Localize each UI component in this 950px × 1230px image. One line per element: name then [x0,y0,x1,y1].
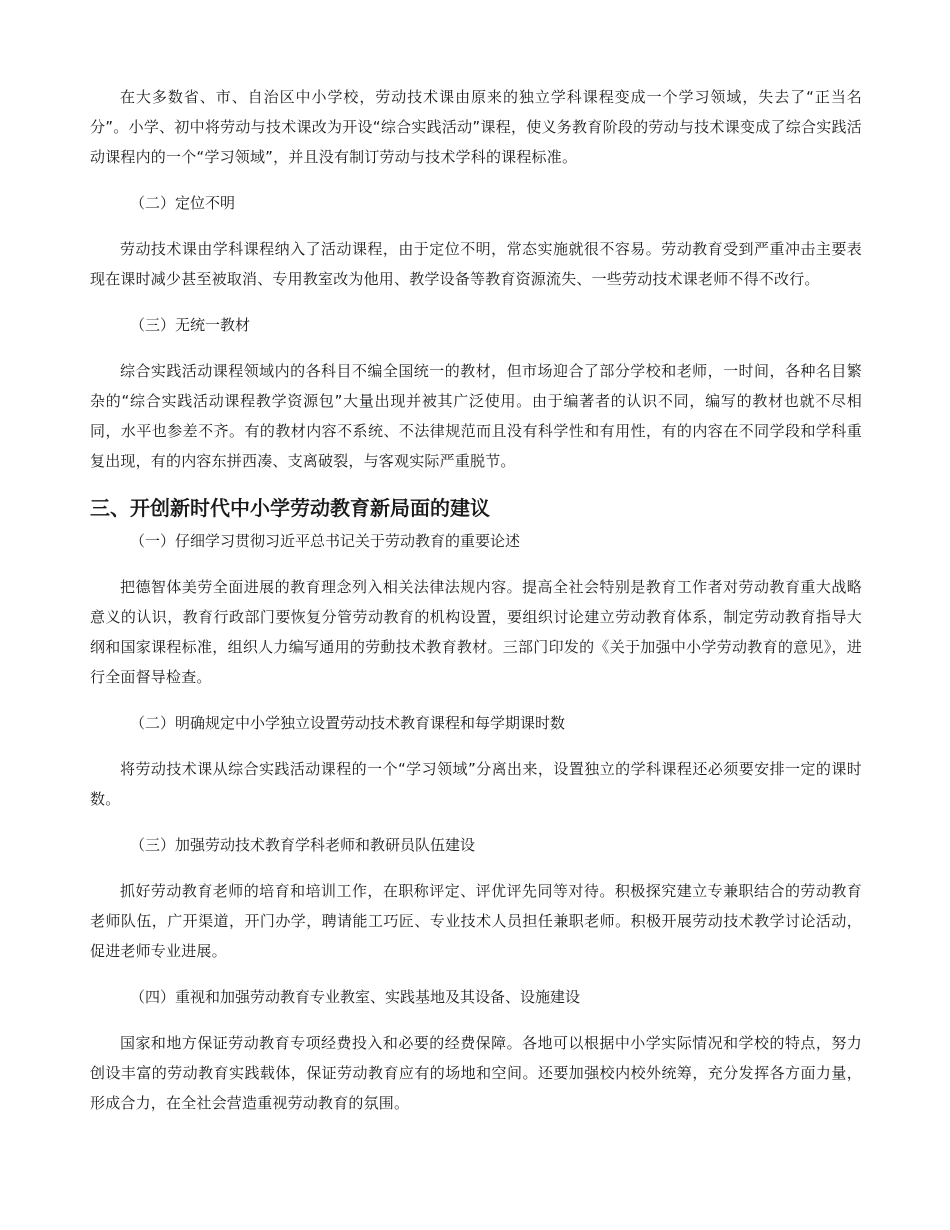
section-heading-suggestions: 三、开创新时代中小学劳动教育新局面的建议 [90,496,490,520]
paragraph-teacher-team: 抓好劳动教育老师的培育和培训工作，在职称评定、评优评先同等对待。积极探究建立专兼职结合的劳动教育老师队伍，广开渠道，开门办学，聘请能工巧匠、专业技术人员担任兼职老师。积极开展劳动技术教学讨论活动，促进老师专业进展。 [90,882,862,960]
paragraph-independent-course: 将劳动技术课从综合实践活动课程的一个“学习领域”分离出来，设置独立的学科课程还必须要安排一定的课时数。 [90,760,862,808]
subheading-study-xi-remarks: （一）仔细学习贯彻习近平总书记关于劳动教育的重要论述 [130,532,521,550]
subheading-unclear-positioning: （二）定位不明 [130,194,236,212]
paragraph-unclear-positioning: 劳动技术课由学科课程纳入了活动课程，由于定位不明，常态实施就很不容易。劳动教育受到严重冲击主要表现在课时减少甚至被取消、专用教室改为他用、教学设备等教育资源流失、一些劳动技术课老师不得不改行。 [90,240,862,288]
paragraph-study-xi-remarks: 把德智体美劳全面进展的教育理念列入相关法律法规内容。提高全社会特别是教育工作者对劳动教育重大战略意义的认识，教育行政部门要恢复分管劳动教育的机构设置，要组织讨论建立劳动教育体系，制定劳动教育指导大纲和国家课程标准，组织人力编写通用的劳動技术教育教材。三部门印发的《关于加强中小学劳动教育的意见》，进行全面督导检查。 [90,578,862,686]
subheading-teacher-team: （三）加强劳动技术教育学科老师和教研员队伍建设 [130,836,476,854]
subheading-no-unified-textbook: （三）无统一教材 [130,316,251,334]
paragraph-facilities: 国家和地方保证劳动教育专项经费投入和必要的经费保障。各地可以根据中小学实际情况和学校的特点，努力创设丰富的劳动教育实践载体，保证劳动教育应有的场地和空间。还要加强校内校外统筹，充分发挥各方面力量，形成合力，在全社会营造重视劳动教育的氛围。 [90,1034,862,1112]
document-page [90,82,862,1118]
subheading-independent-course: （二）明确规定中小学独立设置劳动技术教育课程和每学期课时数 [130,714,566,732]
paragraph-textbook-status: 在大多数省、市、自治区中小学校，劳动技术课由原来的独立学科课程变成一个学习领域，失去了“正当名分”。小学、初中将劳动与技术课改为开设“综合实践活动”课程，使义务教育阶段的劳动与技术课变成了综合实践活动课程内的一个“学习领域”，并且没有制订劳动与技术学科的课程标准。 [90,88,862,166]
subheading-facilities: （四）重视和加强劳动教育专业教室、实践基地及其设备、设施建设 [130,988,581,1006]
paragraph-no-unified-textbook: 综合实践活动课程领域内的各科目不编全国统一的教材，但市场迎合了部分学校和老师，一时间，各种名目繁杂的“综合实践活动课程教学资源包”大量出现并被其广泛使用。由于编著者的认识不同，编写的教材也就不尽相同，水平也参差不齐。有的教材内容不系统、不法律规范而且没有科学性和有用性，有的内容在不同学段和学科重复出现，有的内容东拼西凑、支离破裂，与客观实际严重脱节。 [90,362,862,470]
